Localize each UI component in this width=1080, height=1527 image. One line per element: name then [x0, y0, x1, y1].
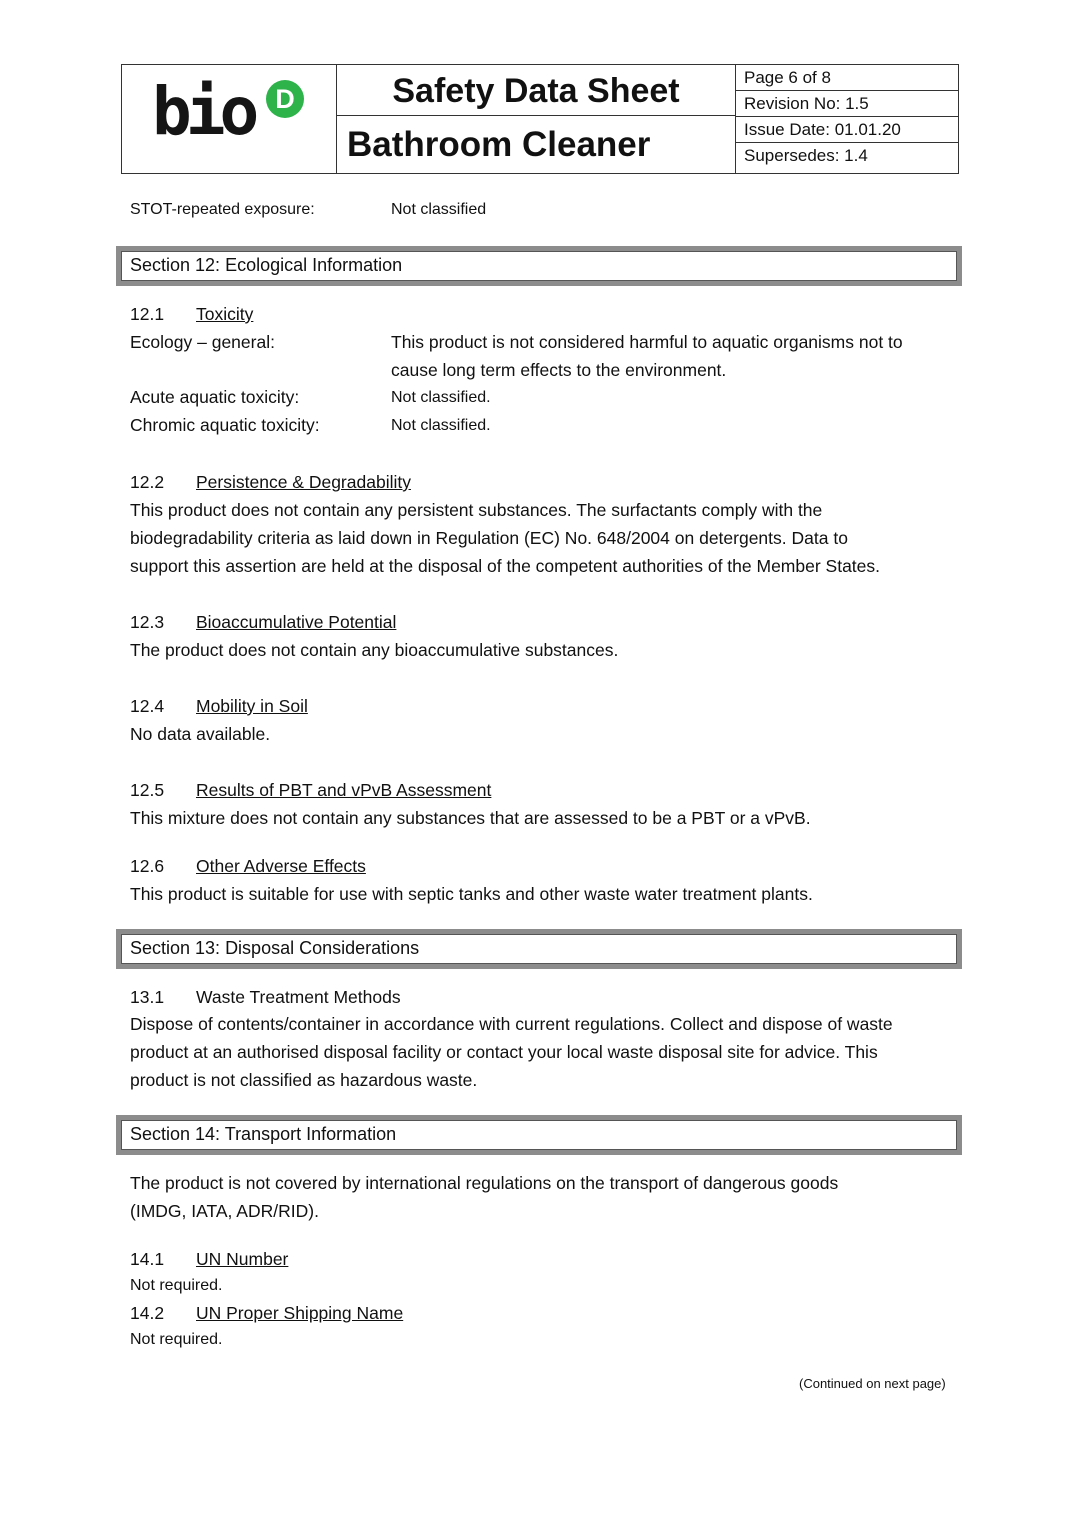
ecology-general-line-2: cause long term effects to the environment.	[391, 360, 727, 380]
transport-intro-line-2: (IMDG, IATA, ADR/RID).	[130, 1201, 319, 1221]
section-14-2-heading: UN Proper Shipping Name	[196, 1303, 404, 1323]
section-13-1-number: 13.1	[130, 987, 165, 1007]
shipping-name-text: Not required.	[130, 1331, 223, 1348]
ecology-general-label: Ecology – general:	[130, 332, 275, 352]
issue-date: Issue Date: 01.01.20	[736, 117, 958, 143]
section-12-title: Section 12: Ecological Information	[121, 251, 957, 281]
supersedes: Supersedes: 1.4	[744, 146, 868, 165]
section-14-header	[116, 1115, 962, 1155]
document-meta	[736, 65, 958, 173]
document-header	[121, 64, 959, 174]
pbt-text: This mixture does not contain any substances that are assessed to be a PBT or a vPvB.	[130, 808, 811, 828]
section-14-1-heading: UN Number	[196, 1249, 289, 1269]
stot-label: STOT-repeated exposure:	[130, 201, 315, 218]
logo-cell	[122, 65, 337, 173]
section-14-2-number: 14.2	[130, 1303, 165, 1323]
disposal-line-2: product at an authorised disposal facility or contact your local waste disposal site for advice. This	[130, 1042, 878, 1062]
section-14-title: Section 14: Transport Information	[121, 1120, 957, 1150]
document-title: Safety Data Sheet	[337, 65, 735, 116]
title-cell	[337, 65, 736, 173]
section-13-header	[116, 929, 962, 969]
section-13-title: Section 13: Disposal Considerations	[121, 934, 957, 964]
section-12-4-heading: Mobility in Soil	[196, 696, 308, 716]
section-12-6-number: 12.6	[130, 856, 165, 876]
section-12-5-heading: Results of PBT and vPvB Assessment	[196, 780, 492, 800]
continued-note: (Continued on next page)	[799, 1376, 946, 1391]
chronic-toxicity-label: Chromic aquatic toxicity:	[130, 415, 320, 435]
logo-badge: D	[266, 80, 304, 118]
mobility-text: No data available.	[130, 724, 271, 744]
bioaccumulative-text: The product does not contain any bioaccumulative substances.	[130, 640, 619, 660]
page-number: Page 6 of 8	[736, 65, 958, 91]
persistence-line-1: This product does not contain any persistent substances. The surfactants comply with the	[130, 500, 823, 520]
section-12-4-number: 12.4	[130, 696, 165, 716]
transport-intro-line-1: The product is not covered by international regulations on the transport of dangerous goods	[130, 1173, 839, 1193]
acute-toxicity-value: Not classified.	[391, 389, 491, 406]
un-number-text: Not required.	[130, 1277, 223, 1294]
section-12-1-heading: Toxicity	[196, 304, 254, 324]
section-12-1-number: 12.1	[130, 304, 165, 324]
disposal-line-3: product is not classified as hazardous waste.	[130, 1070, 478, 1090]
acute-toxicity-label: Acute aquatic toxicity:	[130, 387, 300, 407]
section-12-3-number: 12.3	[130, 612, 165, 632]
ecology-general-line-1: This product is not considered harmful to aquatic organisms not to	[391, 332, 903, 352]
section-12-2-number: 12.2	[130, 472, 165, 492]
section-12-3-heading: Bioaccumulative Potential	[196, 612, 397, 632]
product-name: Bathroom Cleaner	[347, 125, 651, 164]
section-14-1-number: 14.1	[130, 1249, 165, 1269]
persistence-line-2: biodegradability criteria as laid down in Regulation (EC) No. 648/2004 on detergents. Data to	[130, 528, 848, 548]
disposal-line-1: Dispose of contents/container in accordance with current regulations. Collect and dispose of waste	[130, 1014, 893, 1034]
stot-value: Not classified	[391, 201, 487, 218]
adverse-effects-text: This product is suitable for use with septic tanks and other waste water treatment plants.	[130, 884, 813, 904]
section-12-6-heading: Other Adverse Effects	[196, 856, 366, 876]
section-12-5-number: 12.5	[130, 780, 165, 800]
section-12-header	[116, 246, 962, 286]
biod-logo: bio	[152, 73, 254, 150]
section-12-2-heading: Persistence & Degradability	[196, 472, 411, 492]
persistence-line-3: support this assertion are held at the disposal of the competent authorities of the Member States.	[130, 556, 881, 576]
revision-number: Revision No: 1.5	[736, 91, 958, 117]
chronic-toxicity-value: Not classified.	[391, 417, 491, 434]
section-13-1-heading: Waste Treatment Methods	[196, 987, 401, 1007]
